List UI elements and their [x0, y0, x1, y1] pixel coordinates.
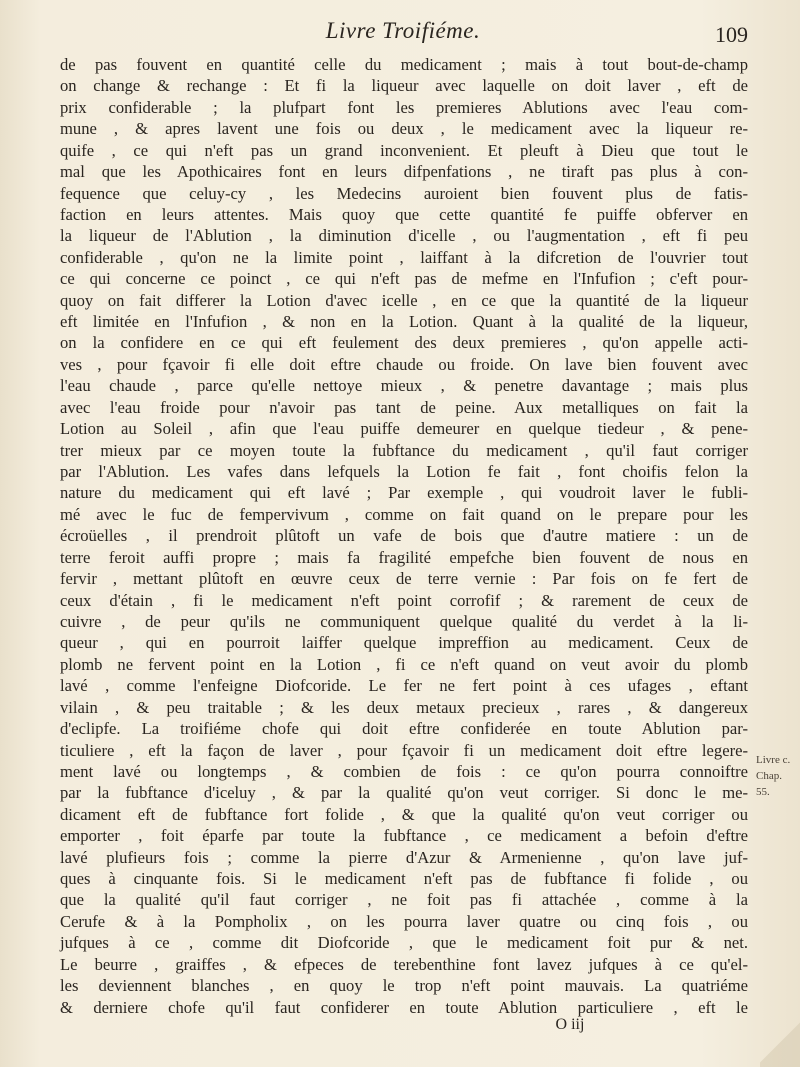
- text-line: mal que les Apothicaires font en leurs difpenfations , ne tiraft pas plus à con-: [60, 162, 748, 182]
- body-text: [60, 54, 748, 1018]
- text-line: queur , qui en pourroit laiffer quelque impreffion au medicament. Ceux de: [60, 633, 748, 653]
- signature-mark: O iij: [555, 1016, 585, 1033]
- text-line: plomb ne fervent point en la Lotion , fi ce n'eft quand on veut avoir du plomb: [60, 654, 748, 674]
- text-line: nature du medicament qui eft lavé ; Par exemple , qui voudroit laver le fubli-: [60, 483, 748, 503]
- text-line: ques à cinquante fois. Si le medicament n'eft pas de fubftance fi folide , ou: [60, 869, 748, 889]
- text-line: faction en leurs attentes. Mais quoy que cette quantité fe puiffe obferver en: [60, 204, 748, 224]
- text-line: vilain , & peu traitable ; & les deux metaux precieux , rares , & dangereux: [60, 697, 748, 717]
- text-line: eft limitée en l'Infufion , & non en la Lotion. Quant à la qualité de la liqueur,: [60, 312, 748, 332]
- text-line: confiderable , qu'on ne la limite point , laiffant à la difcretion de l'ouvrier tout: [60, 247, 748, 267]
- text-line: écroüelles , il prendroit plûtoft un vafe de bois que d'autre matiere : un de: [60, 526, 748, 546]
- text-line: ticuliere , eft la façon de laver , pour fçavoir fi un medicament doit eftre legere-: [60, 740, 748, 760]
- text-line: emporter , foit éparfe par toute la fubftance , ce medicament a befoin d'eftre: [60, 826, 748, 846]
- text-line: on la confidere en ce qui eft feulement des deux premieres , qu'on appelle acti-: [60, 333, 748, 353]
- marginal-note-line: Livre c.: [756, 754, 791, 766]
- text-line: ves , pour fçavoir fi elle doit eftre chaude ou froide. On lave bien fouvent avec: [60, 354, 748, 374]
- text-line: prix confiderable ; la plufpart font les premieres Ablutions avec l'eau com-: [60, 97, 748, 117]
- text-line: lavé plufieurs fois ; comme la pierre d'Azur & Armenienne , qu'on lave juf-: [60, 847, 748, 867]
- text-line: les deviennent blanches , en quoy le trop n'eft point mauvais. La quatriéme: [60, 976, 748, 996]
- text-line: mune , & apres lavent une fois ou deux , le medicament avec la liqueur re-: [60, 119, 748, 139]
- text-line: on change & rechange : Et fi la liqueur avec laquelle on doit laver , eft de: [60, 76, 748, 96]
- text-line: terre feroit auffi propre ; mais fa fragilité empefche bien fouvent de nous en: [60, 547, 748, 567]
- text-line: dicament eft de fubftance fort folide , & que la qualité qu'on veut corriger ou: [60, 804, 748, 824]
- text-line: Lotion au Soleil , afin que l'eau puiffe demeurer en quelque tiedeur , & pene-: [60, 419, 748, 439]
- text-line: jufques à ce , comme dit Diofcoride , que le medicament foit pur & net.: [60, 933, 748, 953]
- text-line: & derniere chofe qu'il faut confiderer en toute Ablution particuliere , eft le: [60, 997, 748, 1017]
- text-line: lavé , comme l'enfeigne Diofcoride. Le fer ne fert point à ces ufages , eftant: [60, 676, 748, 696]
- text-line: la liqueur de l'Ablution , la diminution d'icelle , ou l'augmentation , eft fi peu: [60, 226, 748, 246]
- text-line: par l'Ablution. Les vafes dans lefquels la Lotion fe fait , font choifis felon la: [60, 462, 748, 482]
- text-line: Cerufe & à la Pompholix , on les pourra laver quatre ou cinq fois , ou: [60, 911, 748, 931]
- text-line: cuivre , de peur qu'ils ne communiquent quelque qualité du verdet à la li-: [60, 611, 748, 631]
- text-line: que la qualité qu'il faut corriger , ne foit pas fi attachée , comme à la: [60, 890, 748, 910]
- text-line: ceux d'étain , fi le medicament n'eft point corrofif ; & rarement de ceux de: [60, 590, 748, 610]
- page-corner-shadow: [760, 1007, 800, 1067]
- text-line: quife , ce qui n'eft pas un grand inconvenient. Et pleuft à Dieu que tout le: [60, 140, 748, 160]
- text-line: ment lavé ou longtemps , & combien de fois : ce qu'on pourra connoiftre: [60, 761, 748, 781]
- text-line: ce qui concerne ce poinct , ce qui n'eft pas de mefme en l'Infufion ; c'eft pour-: [60, 269, 748, 289]
- text-line: mé avec le fuc de fempervivum , comme on fait quand on le prepare pour les: [60, 504, 748, 524]
- text-line: l'eau chaude , parce qu'elle nettoye mieux , & penetre davantage ; mais plus: [60, 376, 748, 396]
- text-line: quoy on fait differer la Lotion d'avec icelle , en ce que la quantité de la liqueur: [60, 290, 748, 310]
- text-line: avec l'eau froide pour n'avoir pas tant de peine. Aux metalliques on fait la: [60, 397, 748, 417]
- text-line: de pas fouvent en quantité celle du medicament ; mais à tout bout-de-champ: [60, 55, 748, 74]
- page-number: 109: [715, 22, 748, 47]
- text-line: trer mieux par ce moyen toute la fubftance du medicament , qu'il faut corriger: [60, 440, 748, 460]
- running-title: Livre Troifiéme.: [325, 18, 481, 43]
- marginal-note: [756, 752, 796, 800]
- text-line: par la fubftance d'iceluy , & par la qualité qu'on veut corriger. Si donc le me-: [60, 783, 748, 803]
- text-line: Le beurre , graiffes , & efpeces de terebenthine font lavez jufques à ce qu'el-: [60, 954, 748, 974]
- text-line: fequence que celuy-cy , les Medecins auroient bien fouvent plus de fatis-: [60, 183, 748, 203]
- text-line: d'eclipfe. La troifiéme chofe qui doit eftre confiderée en toute Ablution par-: [60, 719, 748, 739]
- marginal-note-line: Chap. 55.: [756, 770, 782, 798]
- page-header: [58, 14, 748, 54]
- text-line: fervir , mettant plûtoft en œuvre ceux de terre vernie : Par fois on fe fert de: [60, 569, 748, 589]
